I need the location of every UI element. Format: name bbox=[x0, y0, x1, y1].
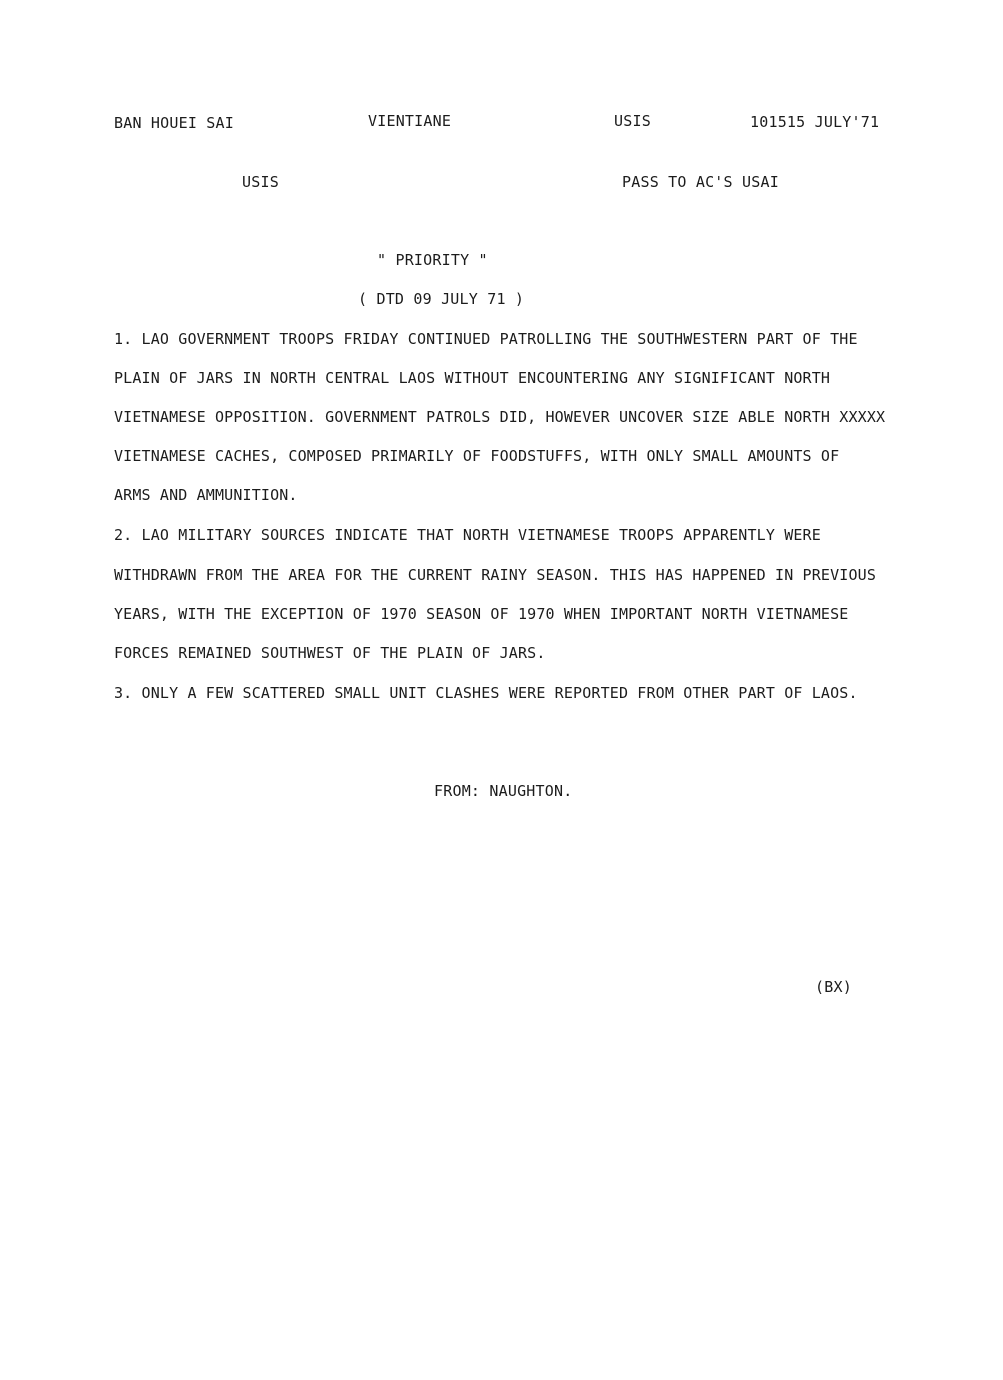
header-destination: VIENTIANE bbox=[368, 112, 452, 130]
body-line: 3. ONLY A FEW SCATTERED SMALL UNIT CLASHES WERE REPORTED FROM OTHER PART OF LAOS. bbox=[114, 684, 858, 702]
body-line: 1. LAO GOVERNMENT TROOPS FRIDAY CONTINUED PATROLLING THE SOUTHWESTERN PART OF THE bbox=[114, 330, 858, 348]
body-line: VIETNAMESE OPPOSITION. GOVERNMENT PATROLS DID, HOWEVER UNCOVER SIZE ABLE NORTH XXXXX bbox=[114, 408, 886, 426]
operator-initials: (BX) bbox=[815, 978, 852, 996]
header-origin: BAN HOUEI SAI bbox=[114, 114, 234, 132]
body-line: ARMS AND AMMUNITION. bbox=[114, 486, 298, 504]
header-to: USIS bbox=[242, 173, 279, 191]
body-line: FORCES REMAINED SOUTHWEST OF THE PLAIN OF JARS. bbox=[114, 644, 546, 662]
priority-label: " PRIORITY " bbox=[377, 251, 488, 269]
header-agency: USIS bbox=[614, 112, 651, 130]
dated-label: ( DTD 09 JULY 71 ) bbox=[358, 290, 525, 308]
body-line: PLAIN OF JARS IN NORTH CENTRAL LAOS WITHOUT ENCOUNTERING ANY SIGNIFICANT NORTH bbox=[114, 369, 831, 387]
body-line: VIETNAMESE CACHES, COMPOSED PRIMARILY OF FOODSTUFFS, WITH ONLY SMALL AMOUNTS OF bbox=[114, 447, 840, 465]
header-dtg: 101515 JULY'71 bbox=[750, 113, 880, 131]
from-line: FROM: NAUGHTON. bbox=[434, 782, 573, 800]
body-line: 2. LAO MILITARY SOURCES INDICATE THAT NORTH VIETNAMESE TROOPS APPARENTLY WERE bbox=[114, 526, 821, 544]
header-pass-to: PASS TO AC'S USAI bbox=[622, 173, 779, 191]
body-line: YEARS, WITH THE EXCEPTION OF 1970 SEASON OF 1970 WHEN IMPORTANT NORTH VIETNAMESE bbox=[114, 605, 849, 623]
body-line: WITHDRAWN FROM THE AREA FOR THE CURRENT RAINY SEASON. THIS HAS HAPPENED IN PREVIOUS bbox=[114, 566, 877, 584]
